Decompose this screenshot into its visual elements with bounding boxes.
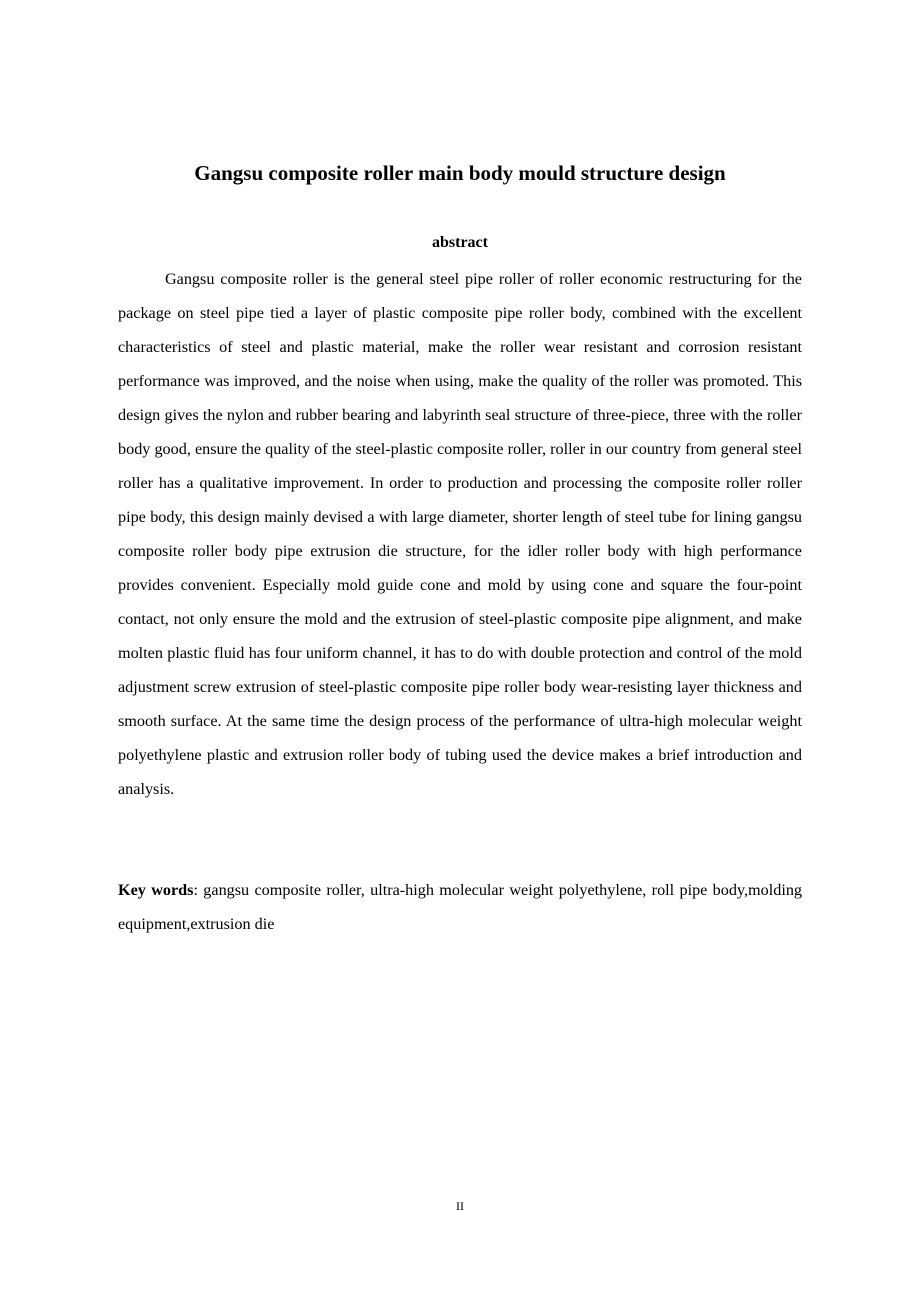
abstract-paragraph: Gangsu composite roller is the general steel pipe roller of roller economic restructuring for the package on steel pipe tied a layer of plastic composite pipe roller body, combined with the excellent characteristics of steel and plastic material, make the roller wear resistant and corrosion resistant performance was improved, and the noise when using, make the quality of the roller was promoted. This design gives the nylon and rubber bearing and labyrinth seal structure of three-piece, three with the roller body good, ensure the quality of the steel-plastic composite roller, roller in our country from general steel roller has a qualitative improvement. In order to production and processing the composite roller roller pipe body, this design mainly devised a with large diameter, shorter length of steel tube for lining gangsu composite roller body pipe extrusion die structure, for the idler roller body with high performance provides convenient. Especially mold guide cone and mold by using cone and square the four-point contact, not only ensure the mold and the extrusion of steel-plastic composite pipe alignment, and make molten plastic fluid has four uniform channel, it has to do with double protection and control of the mold adjustment screw extrusion of steel-plastic composite pipe roller body wear-resisting layer thickness and smooth surface. At the same time the design process of the performance of ultra-high molecular weight polyethylene plastic and extrusion roller body of tubing used the device makes a brief introduction and analysis. bbox=[118, 270, 802, 798]
keywords-text: gangsu composite roller, ultra-high molecular weight polyethylene, roll pipe body,molding equipment,extrusion die bbox=[118, 881, 803, 933]
page-number: II bbox=[456, 1199, 464, 1213]
keywords-label: Key words bbox=[118, 881, 194, 899]
keywords-paragraph bbox=[118, 873, 802, 941]
abstract-heading: abstract bbox=[432, 234, 488, 251]
page-title: Gangsu composite roller main body mould structure design bbox=[194, 161, 726, 185]
keywords-separator: : bbox=[193, 881, 204, 899]
